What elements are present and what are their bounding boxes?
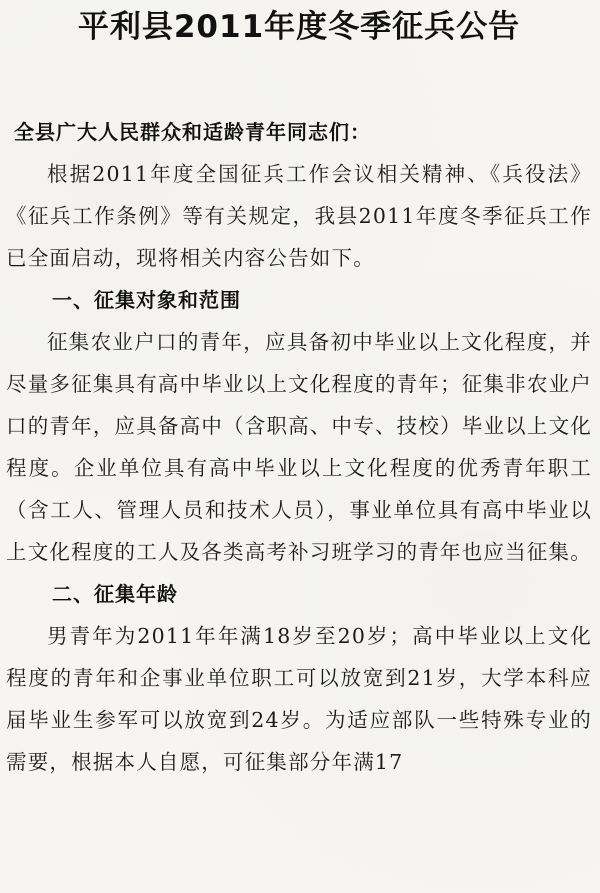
section-heading-scope: 一、征集对象和范围 — [52, 288, 241, 312]
intro-paragraph: 根据2011年度全国征兵工作会议相关精神、《兵役法》《征兵工作条例》等有关规定，我县2011年度冬季征兵工作已全面启动，现将相关内容公告如下。 — [6, 162, 592, 270]
section-body-scope: 征集农业户口的青年，应具备初中毕业以上文化程度，并尽量多征集具有高中毕业以上文化程度的青年；征集非农业户口的青年，应具备高中（含职高、中专、技校）毕业以上文化程度。企业单位具有高中毕业以上文化程度的优秀青年职工（含工人、管理人员和技术人员），事业单位具有高中毕业以上文化程度的工人及各类高考补习班学习的青年也应当征集。 — [6, 330, 592, 564]
section-body-age: 男青年为2011年年满18岁至20岁；高中毕业以上文化程度的青年和企事业单位职工可以放宽到21岁，大学本科应届毕业生参军可以放宽到24岁。为适应部队一些特殊专业的需要，根据本人自愿，可征集部分年满17 — [6, 624, 592, 774]
salutation: 全县广大人民群众和适龄青年同志们： — [14, 120, 371, 144]
document-title: 平利县2011年度冬季征兵公告 — [77, 9, 521, 45]
section-heading-age: 二、征集年龄 — [52, 582, 178, 606]
